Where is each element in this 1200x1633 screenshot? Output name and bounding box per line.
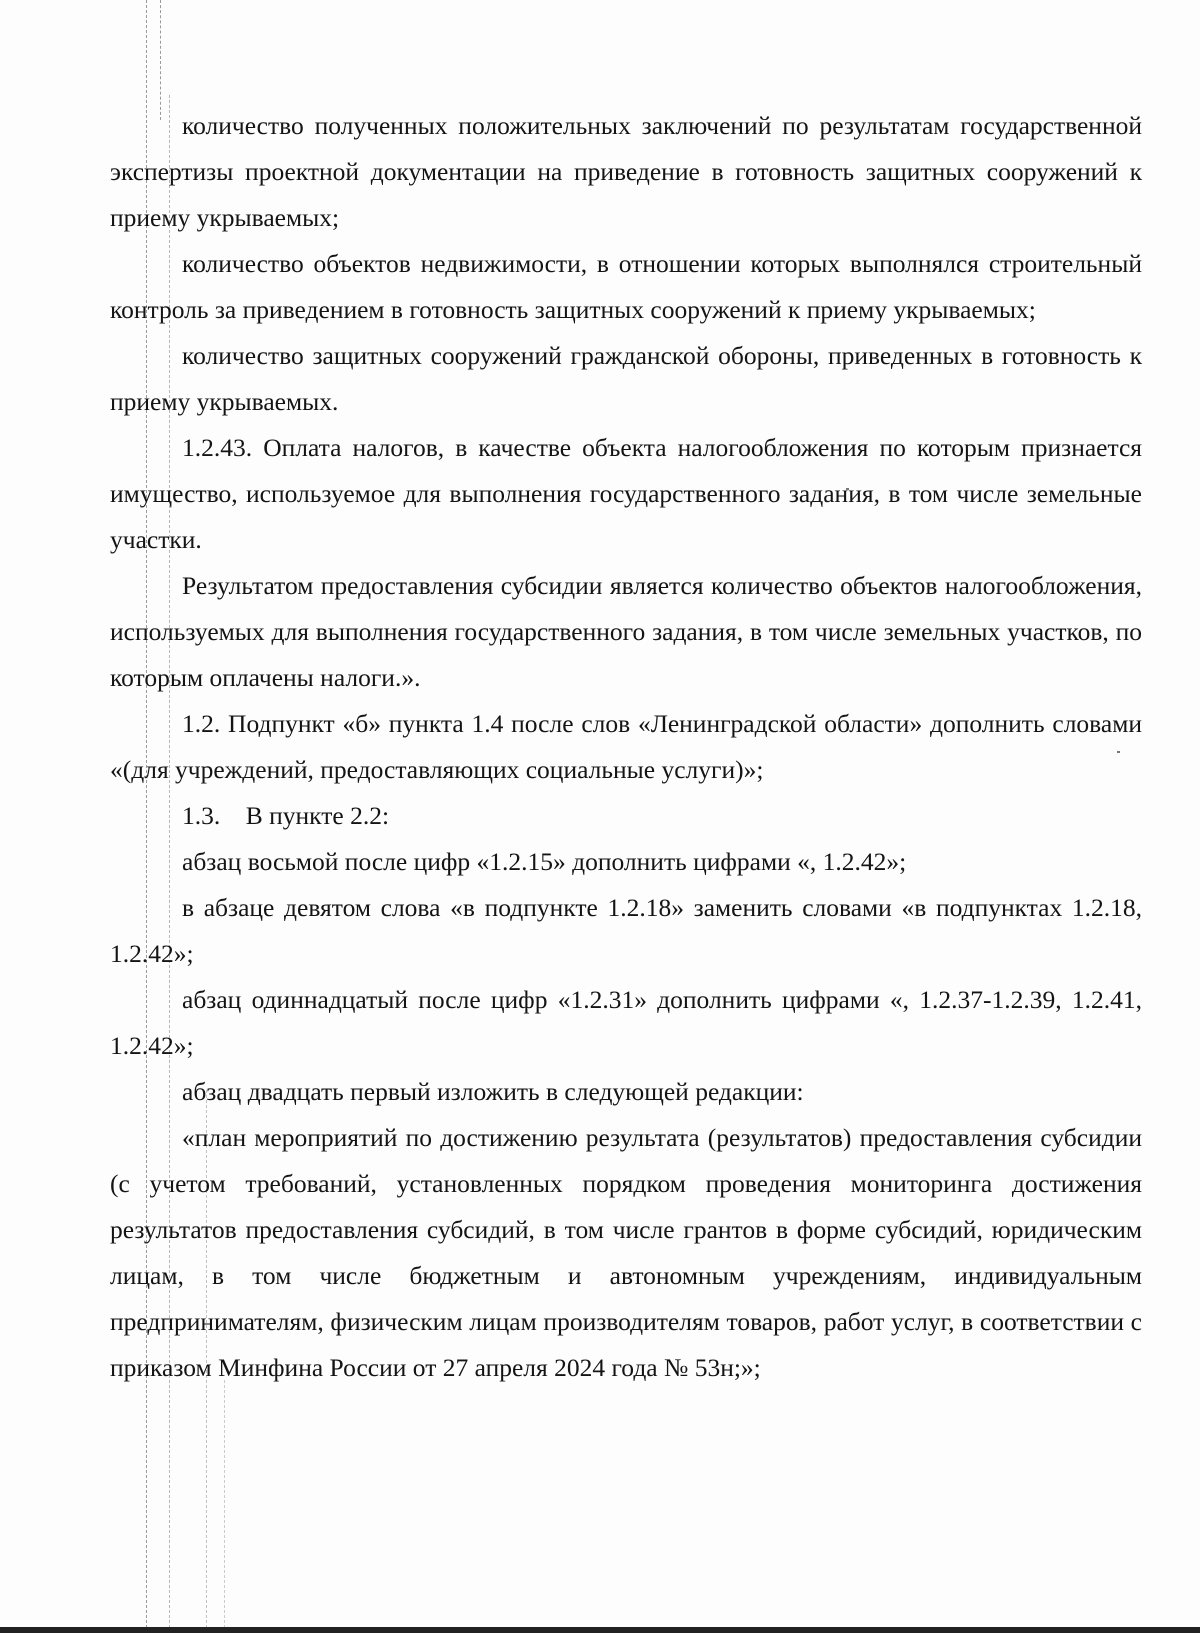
document-body: [110, 103, 1142, 1391]
paragraph: абзац двадцать первый изложить в следующей редакции:: [182, 1077, 804, 1106]
paragraph: 1.2. Подпункт «б» пункта 1.4 после слов «Ленинградской области» дополнить словами «(для учреждений, предоставляющих социальные услуги)»;: [110, 709, 1142, 784]
paragraph: Результатом предоставления субсидии является количество объектов налогообложения, используемых для выполнения государственного задания, в том числе земельных участков, по которым оплачены налоги.».: [110, 571, 1142, 692]
paragraph: количество полученных положительных заключений по результатам государственной экспертизы проектной документации на приведение в готовность защитных сооружений к приему укрываемых;: [110, 111, 1142, 232]
paragraph: количество защитных сооружений гражданской обороны, приведенных в готовность к приему укрываемых.: [110, 341, 1142, 416]
scan-artifact-line: [224, 1380, 225, 1633]
paragraph: абзац восьмой после цифр «1.2.15» дополнить цифрами «, 1.2.42»;: [182, 847, 907, 876]
paragraph: 1.3. В пункте 2.2:: [182, 801, 390, 830]
paragraph: в абзаце девятом слова «в подпункте 1.2.18» заменить словами «в подпунктах 1.2.18, 1.2.42»;: [110, 893, 1142, 968]
paragraph: 1.2.43. Оплата налогов, в качестве объекта налогообложения по которым признается имущество, используемое для выполнения государственного задания, в том числе земельные участки.: [110, 433, 1142, 554]
scan-bottom-edge: [0, 1627, 1200, 1633]
paragraph: «план мероприятий по достижению результата (результатов) предоставления субсидии (с учетом требований, установленных порядком проведения мониторинга достижения результатов предоставления субсидий, в том числе грантов в форме субсидий, юридическим лицам, в том числе бюджетным и автономным учреждениям, индивидуальным предпринимателям, физическим лицам производителям товаров, работ услуг, в соответствии с приказом Минфина России от 27 апреля 2024 года № 53н;»;: [110, 1123, 1142, 1382]
paragraph: абзац одиннадцатый после цифр «1.2.31» дополнить цифрами «, 1.2.37-1.2.39, 1.2.41, 1.2.42»;: [110, 985, 1142, 1060]
paragraph: количество объектов недвижимости, в отношении которых выполнялся строительный контроль за приведением в готовность защитных сооружений к приему укрываемых;: [110, 249, 1142, 324]
scan-artifact-line: [160, 0, 161, 120]
